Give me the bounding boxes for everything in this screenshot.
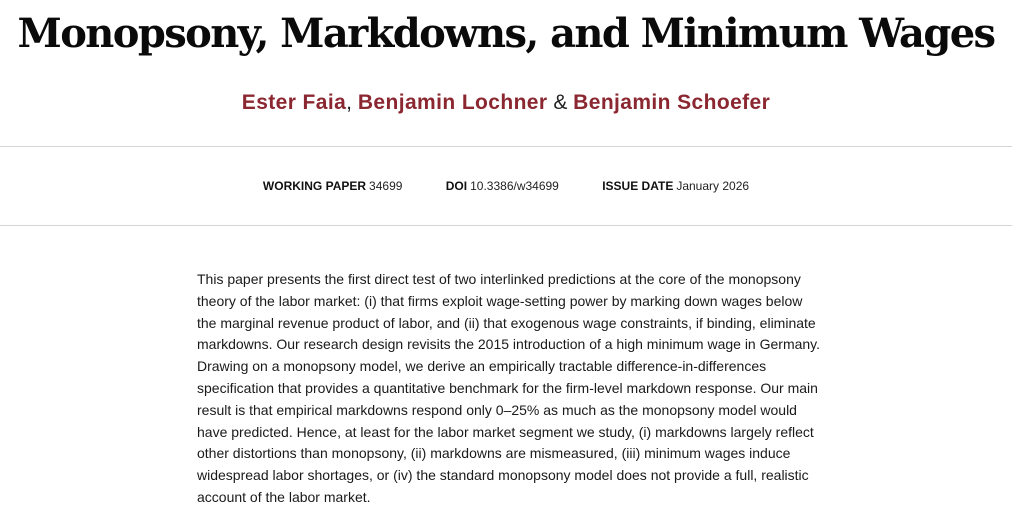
doi — [446, 176, 559, 196]
abstract-text: This paper presents the first direct test of two interlinked predictions at the core of the monopsony theory of the labor market: (i) that firms exploit wage-setting power by marking down wages below the marginal revenue product of labor, and (ii) that exogenous wage constraints, if binding, eliminate markdowns. Our research design revisits the 2015 introduction of a high minimum wage in Germany. Drawing on a monopsony model, we derive an empirically tractable difference-in-differences specification that provides a quantitative benchmark for the firm-level markdown response. Our main result is that empirical markdowns respond only 0–25% as much as the monopsony model would have predicted. Hence, at least for the labor market segment we study, (i) markdowns largely reflect other distortions than monopsony, (ii) markdowns are mismeasured, (iii) minimum wages induce widespread labor shortages, or (iv) the standard monopsony model does not provide a full, realistic account of the labor market. — [197, 271, 821, 505]
author-separator-comma: , — [346, 91, 353, 114]
author-link-benjamin-lochner[interactable]: Benjamin Lochner — [357, 91, 548, 114]
paper-title: Monopsony, Markdowns, and Minimum Wages — [17, 10, 995, 57]
divider-top — [0, 146, 1012, 147]
issue-date-label: ISSUE DATE — [602, 179, 674, 193]
author-list — [0, 89, 1012, 117]
doi-label: DOI — [445, 179, 468, 193]
working-paper-value: 34699 — [369, 179, 403, 193]
author-separator-ampersand: & — [553, 91, 568, 114]
author-link-benjamin-schoefer[interactable]: Benjamin Schoefer — [573, 91, 771, 114]
working-paper-label: WORKING PAPER — [262, 179, 367, 193]
working-paper-number — [263, 176, 403, 196]
doi-value[interactable]: 10.3386/w34699 — [470, 179, 559, 193]
divider-bottom — [0, 225, 1012, 226]
issue-date — [602, 176, 749, 196]
paper-metadata — [0, 176, 1012, 196]
issue-date-value: January 2026 — [676, 179, 750, 193]
author-link-ester-faia[interactable]: Ester Faia — [241, 91, 347, 114]
